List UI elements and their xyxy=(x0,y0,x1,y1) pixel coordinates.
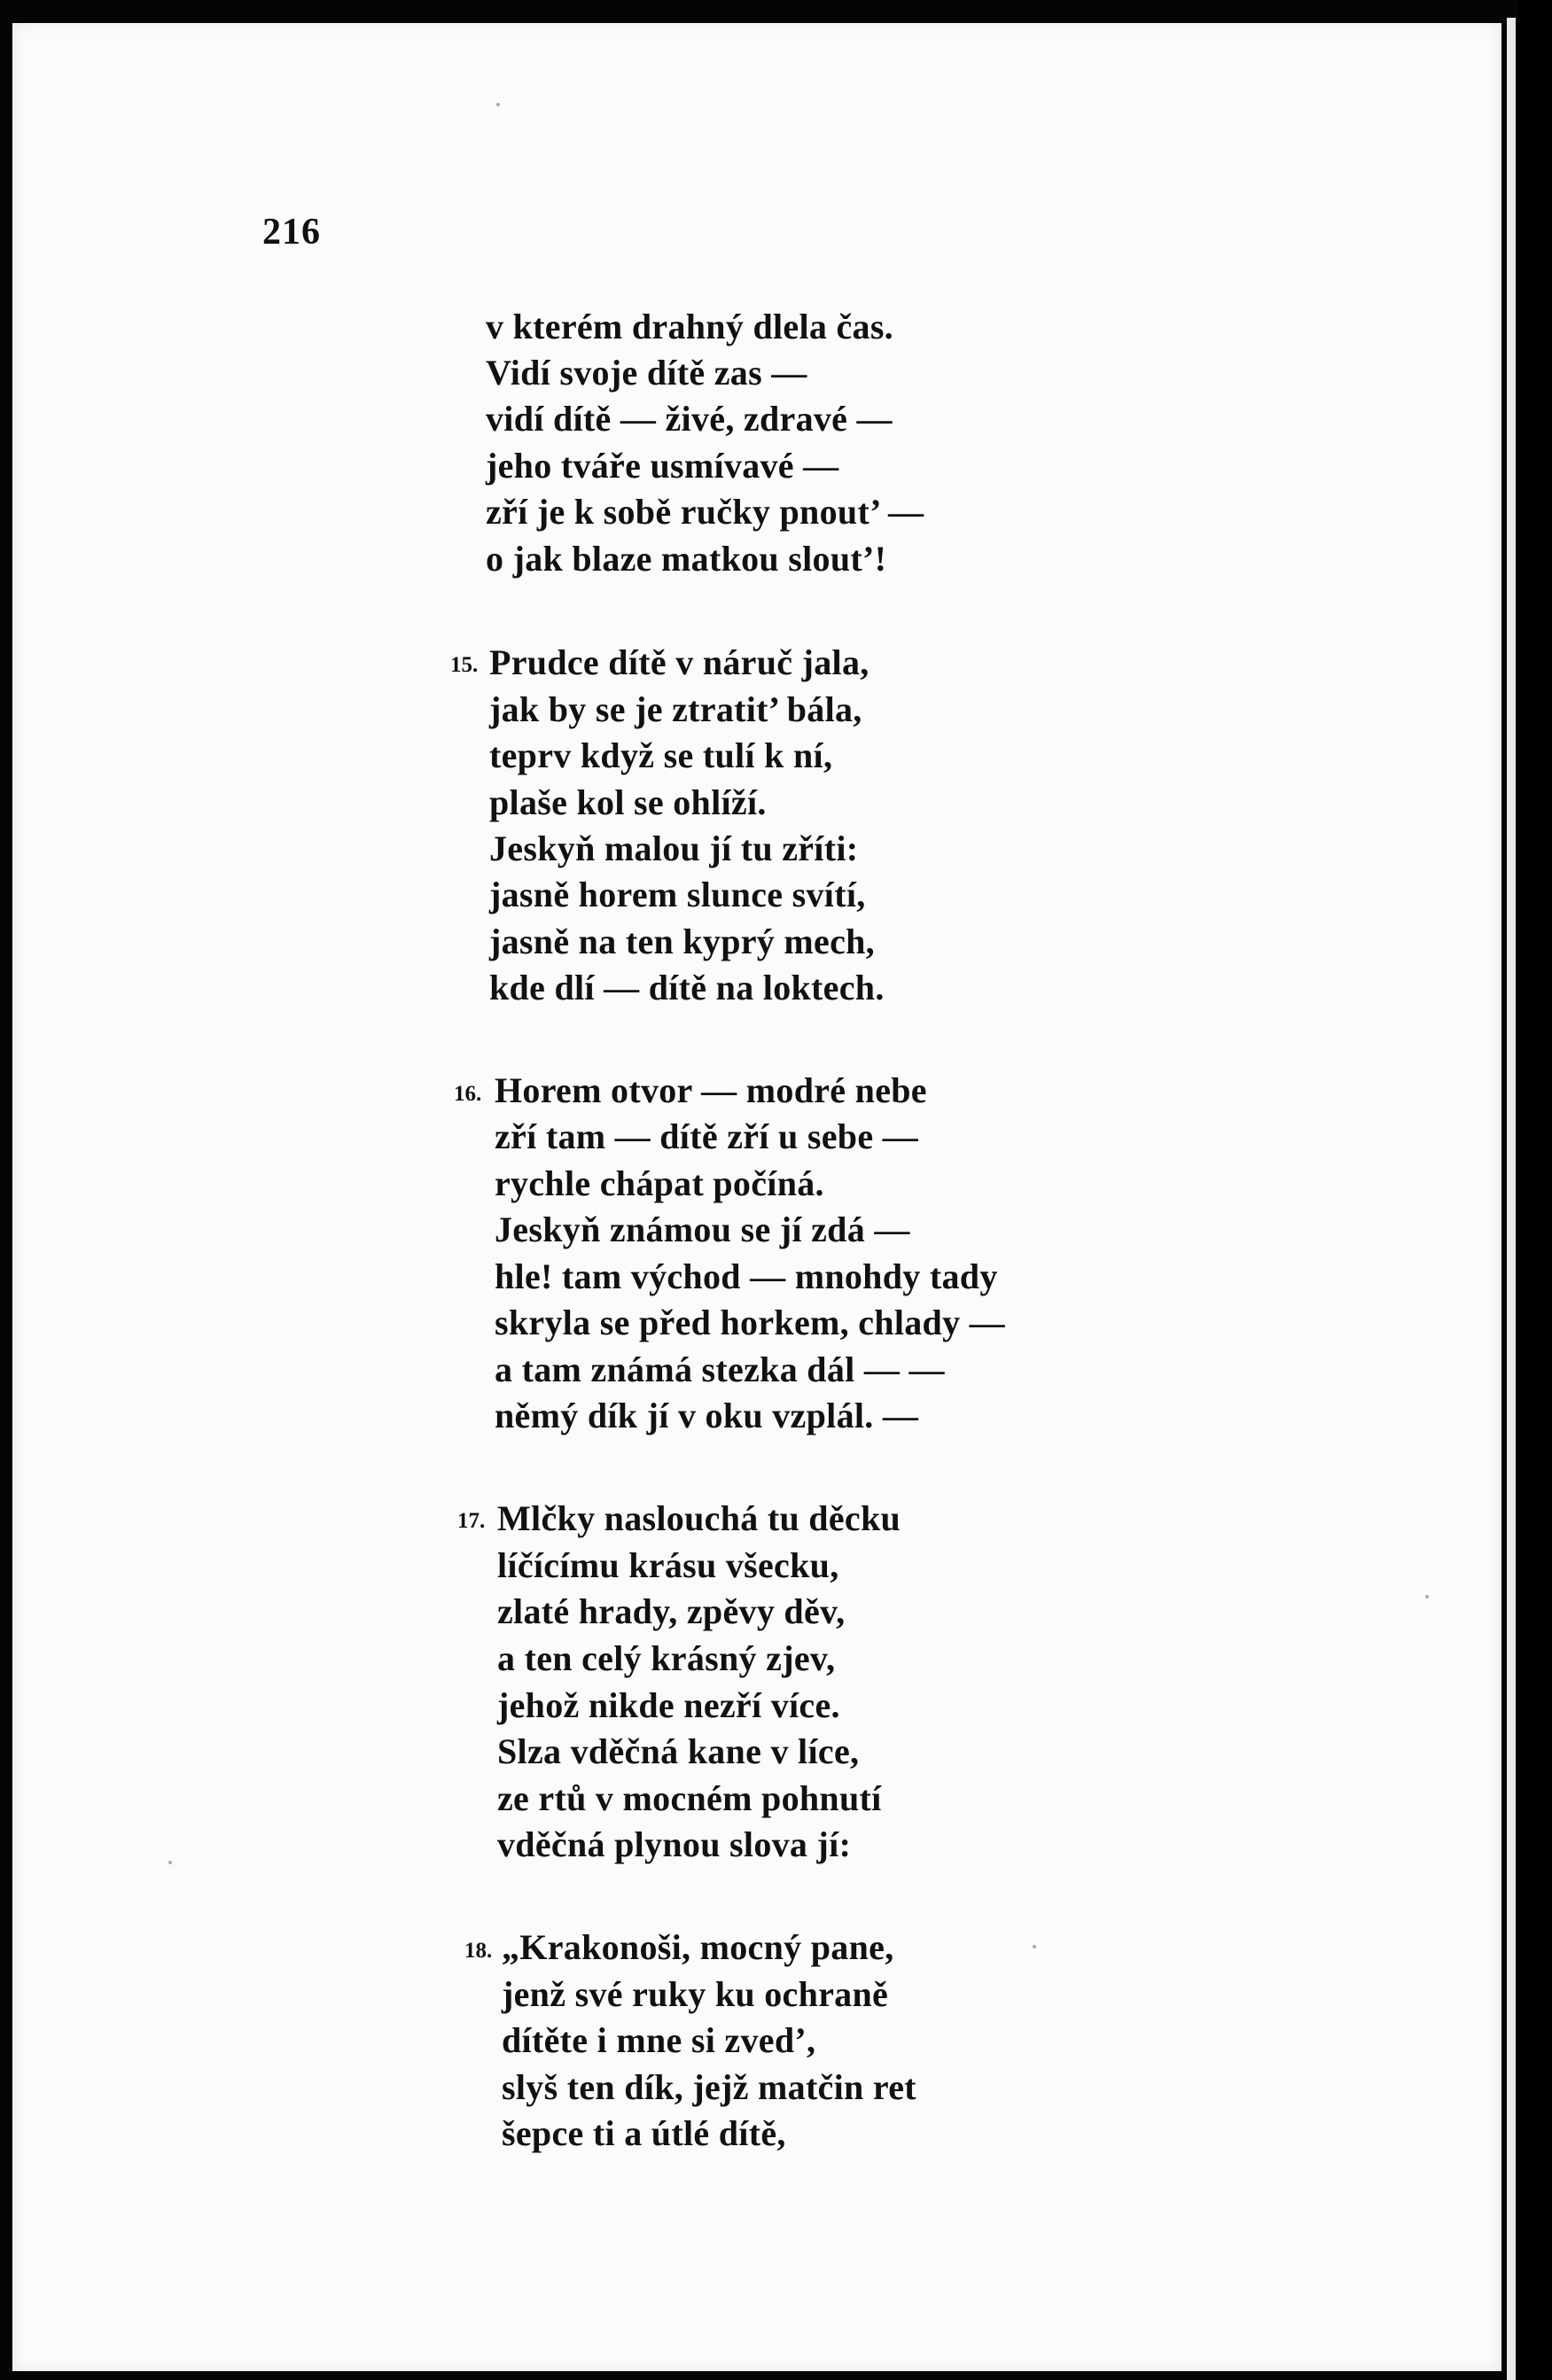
poem-line: jeho tváře usmívavé — xyxy=(486,446,839,486)
poem-line: líčícímu krásu všecku, xyxy=(497,1545,839,1585)
stanza-number: 15. xyxy=(450,653,479,677)
poem-line: plaše kol se ohlíží. xyxy=(489,782,767,822)
poem-line: rychle chápat počíná. xyxy=(495,1163,824,1203)
poem-line: jenž své ruky ku ochraně xyxy=(502,1974,889,2014)
stanza-number: 18. xyxy=(464,1939,493,1963)
poem-line: „Krakonoši, mocný pane, xyxy=(502,1927,894,1967)
poem-line: Horem otvor — modré nebe xyxy=(495,1070,927,1110)
poem-line: hle! tam východ — mnohdy tady xyxy=(495,1256,998,1296)
poem-line: Slza vděčná kane v líce, xyxy=(497,1731,860,1771)
poem-line: skryla se před horkem, chlady — xyxy=(495,1303,1005,1342)
poem-line: kde dlí — dítě na loktech. xyxy=(489,968,885,1007)
paper-speck xyxy=(1033,1945,1036,1948)
poem-line: šepce ti a útlé dítě, xyxy=(502,2113,786,2153)
poem-line: zří tam — dítě zří u sebe — xyxy=(495,1116,918,1156)
stanza-number: 17. xyxy=(457,1509,486,1533)
poem-line: jehož nikde nezří více. xyxy=(497,1685,840,1725)
poem-line: dítěte i mne si zved’, xyxy=(502,2020,816,2060)
poem-line: a ten celý krásný zjev, xyxy=(497,1638,836,1678)
poem-line: zlaté hrady, zpěvy děv, xyxy=(497,1591,846,1631)
stanza-number: 16. xyxy=(454,1082,482,1106)
poem-line: jasně na ten kyprý mech, xyxy=(489,922,875,961)
poem-line: v kterém drahný dlela čas. xyxy=(486,307,893,346)
poem-line: Prudce dítě v náruč jala, xyxy=(489,642,870,682)
poem-line: Jeskyň známou se jí zdá — xyxy=(495,1209,910,1249)
poem-line: Jeskyň malou jí tu zříti: xyxy=(489,828,859,868)
poem-line: teprv když se tulí k ní, xyxy=(489,735,833,775)
poem-line: a tam známá stezka dál — — xyxy=(495,1349,945,1389)
paper-speck xyxy=(1425,1595,1429,1598)
poem-line: Mlčky naslouchá tu děcku xyxy=(497,1498,901,1538)
poem-line: zří je k sobě ručky pnout’ — xyxy=(486,492,924,532)
poem-line: vděčná plynou slova jí: xyxy=(497,1824,852,1864)
poem-line: vidí dítě — živé, zdravé — xyxy=(486,399,893,439)
poem-line: Vidí svoje dítě zas — xyxy=(486,353,807,393)
paper-speck xyxy=(168,1861,172,1864)
poem-line: němý dík jí v oku vzplál. — xyxy=(495,1396,919,1435)
poem-line: jak by se je ztratit’ bála, xyxy=(489,689,862,729)
poem-line: o jak blaze matkou slout’! xyxy=(486,539,887,579)
poem-line: jasně horem slunce svítí, xyxy=(489,875,866,914)
poem-line: ze rtů v mocném pohnutí xyxy=(497,1778,882,1818)
page-number: 216 xyxy=(262,212,321,253)
paper-speck xyxy=(496,103,500,106)
poem-line: slyš ten dík, jejž matčin ret xyxy=(502,2067,916,2107)
